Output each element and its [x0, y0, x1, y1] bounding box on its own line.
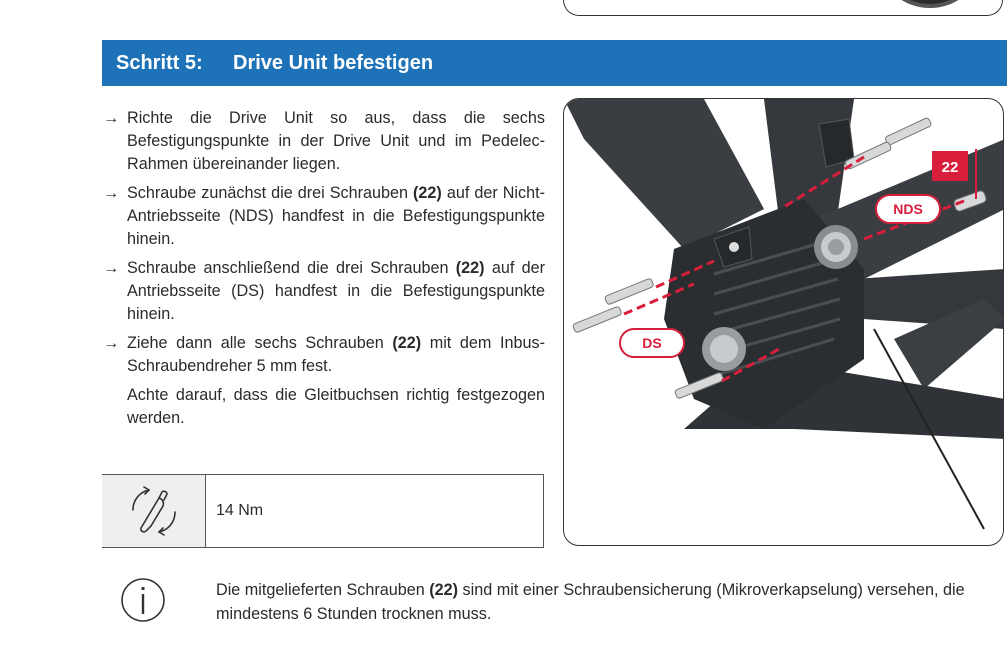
part-reference: (22): [392, 334, 422, 352]
followup-note: Achte darauf, dass die Gleitbuchsen richtig festgezogen werden.: [127, 386, 545, 427]
part-reference: (22): [455, 259, 485, 277]
instruction-text: Schraube zunächst die drei Schrauben: [127, 184, 414, 202]
instruction-text: Richte die Drive Unit so aus, dass die sechs Befestigungspunkte in der Drive Unit und im Pedelec-Rahmen übereinander liegen.: [127, 109, 545, 173]
previous-illustration-frame: [563, 0, 1003, 16]
wheel-graphic: [886, 0, 974, 8]
arrow-icon: →: [103, 334, 120, 352]
part-reference: (22): [413, 184, 442, 202]
step-label: Schritt 5:: [116, 51, 203, 74]
step-title: Drive Unit befestigen: [233, 51, 434, 74]
part-reference: (22): [429, 581, 459, 599]
arrow-icon: →: [103, 259, 120, 277]
instruction-item: [103, 182, 545, 251]
instruction-item: [103, 257, 545, 326]
assembly-illustration: [563, 98, 1004, 546]
arrow-icon: →: [103, 184, 120, 202]
step-header: [102, 40, 1007, 86]
instruction-list: [103, 107, 545, 436]
info-text: sind mit einer Schraubensicherung (Mikroverkapselung) versehen, die mindestens 6 Stunden trocknen muss.: [216, 581, 965, 623]
arrow-icon: →: [103, 109, 120, 127]
torque-wrench-icon: [102, 475, 206, 547]
instruction-text: Schraube anschließend die drei Schrauben: [127, 259, 456, 277]
callout-number: 22: [941, 159, 959, 176]
info-icon: [120, 571, 166, 629]
info-note: [216, 578, 991, 626]
instruction-text: auf der Nicht-Antriebsseite (NDS) handfest in die Befestigungspunkte hinein.: [127, 184, 545, 248]
instruction-text: Ziehe dann alle sechs Schrauben: [127, 334, 393, 352]
instruction-item: [103, 332, 545, 430]
torque-value: 14 Nm: [216, 502, 264, 519]
instruction-text: auf der Antriebsseite (DS) handfest in die Befestigungspunkte hinein.: [127, 259, 545, 323]
ds-label: DS: [642, 335, 662, 351]
torque-table: [102, 474, 544, 548]
nds-label: NDS: [893, 201, 923, 217]
info-text: Die mitgelieferten Schrauben: [216, 581, 430, 599]
instruction-item: [103, 107, 545, 176]
instruction-text: mit dem Inbus-Schraubendreher 5 mm fest.: [127, 334, 545, 375]
